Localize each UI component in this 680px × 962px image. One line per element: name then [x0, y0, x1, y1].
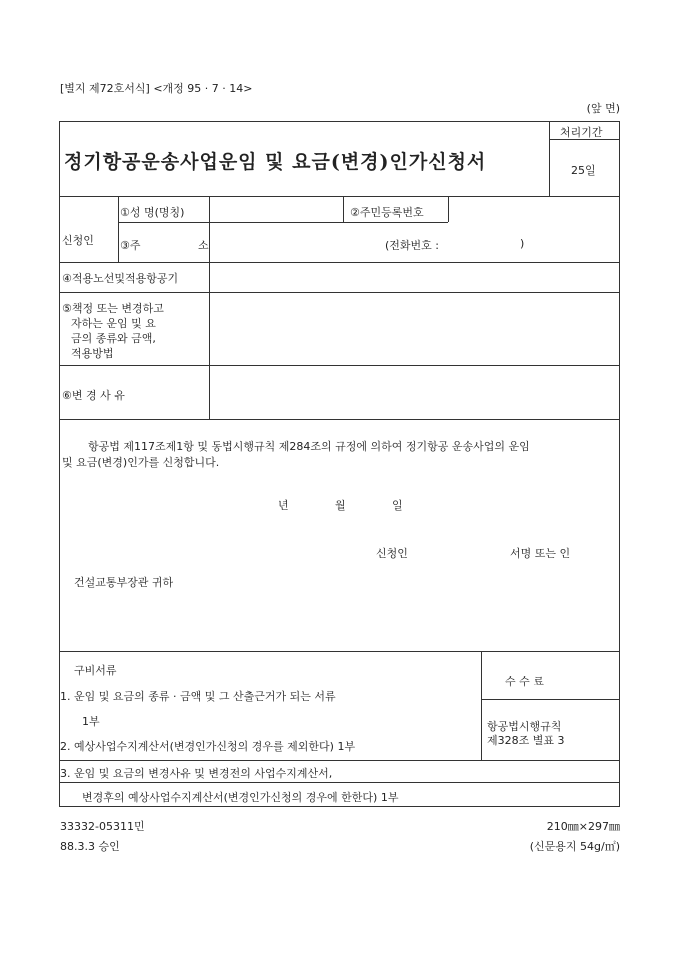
fare-type-label-2: 자하는 운임 및 요	[71, 317, 156, 330]
approval-date: 88.3.3 승인	[60, 840, 120, 853]
rule-applicant-bottom	[60, 262, 619, 263]
rule-reason-bottom	[60, 419, 619, 420]
addressee: 건설교통부장관 귀하	[74, 576, 174, 589]
processing-period-value: 25일	[571, 164, 596, 177]
form-number: [별지 제72호서식] <개정 95 · 7 · 14>	[60, 82, 253, 95]
rule-resident-label	[448, 196, 449, 222]
address-label-end: 소	[198, 239, 209, 252]
processing-period-label: 처리기간	[560, 126, 603, 139]
signature-label: 서명 또는 인	[510, 547, 571, 560]
date-day-label: 일	[392, 499, 403, 512]
page-side-label: (앞 면)	[586, 102, 620, 115]
documents-title: 구비서류	[74, 664, 117, 677]
statement-line-1: 항공법 제117조제1항 및 동법시행규칙 제284조의 규정에 의하여 정기항공 운송사업의 운임	[88, 440, 530, 453]
document-item-2: 2. 예상사업수지계산서(변경인가신청의 경우를 제외한다) 1부	[60, 740, 356, 753]
fee-basis-1: 항공법시행규칙	[487, 720, 562, 733]
form-code: 33332-05311민	[60, 820, 145, 833]
rule-route-bottom	[60, 292, 619, 293]
change-reason-label: ⑥변 경 사 유	[62, 389, 125, 402]
document-item-3-cont: 변경후의 예상사업수지계산서(변경인가신청의 경우에 한한다) 1부	[82, 791, 399, 804]
rule-docs-2	[60, 760, 619, 761]
signer-label: 신청인	[376, 547, 408, 560]
fare-type-label-1: ⑤책정 또는 변경하고	[62, 302, 164, 315]
rule-statement-bottom	[60, 651, 619, 652]
resident-number-label: ②주민등록번호	[350, 206, 424, 219]
route-label: ④적용노선및적용항공기	[62, 272, 179, 285]
fare-type-label-3: 금의 종류와 금액,	[71, 332, 156, 345]
applicant-label: 신청인	[62, 234, 94, 247]
rule-name-value	[343, 196, 344, 222]
rule-processing-left	[549, 122, 550, 196]
date-month-label: 월	[335, 499, 346, 512]
address-label: ③주	[120, 239, 141, 252]
rule-title-bottom	[60, 196, 619, 197]
form-title: 정기항공운송사업운임 및 요금(변경)인가신청서	[64, 151, 487, 173]
document-item-1-copies: 1부	[82, 715, 100, 728]
rule-docs-3	[60, 782, 619, 783]
paper-size: 210㎜×297㎜	[546, 820, 620, 833]
phone-label: (전화번호 :	[385, 239, 439, 252]
fee-title: 수 수 료	[505, 675, 544, 688]
statement-line-2: 및 요금(변경)인가를 신청합니다.	[62, 456, 220, 469]
date-year-label: 년	[278, 499, 289, 512]
fee-basis-2: 제328조 별표 3	[487, 734, 565, 747]
application-form	[59, 121, 620, 807]
rule-applicant-mid	[118, 222, 448, 223]
rule-applicant-label	[118, 196, 119, 262]
phone-close: )	[520, 237, 525, 250]
rule-label-column	[209, 196, 210, 419]
document-item-1: 1. 운임 및 요금의 종류 · 금액 및 그 산출근거가 되는 서류	[60, 690, 336, 703]
rule-fare-bottom	[60, 365, 619, 366]
fare-type-label-4: 적용방법	[71, 347, 114, 360]
paper-type: (신문용지 54g/㎡)	[529, 840, 620, 853]
rule-fee-left	[481, 651, 482, 760]
document-item-3: 3. 운임 및 요금의 변경사유 및 변경전의 사업수지계산서,	[60, 767, 333, 780]
rule-fee-mid	[481, 699, 619, 700]
name-label: ①성 명(명칭)	[120, 206, 185, 219]
